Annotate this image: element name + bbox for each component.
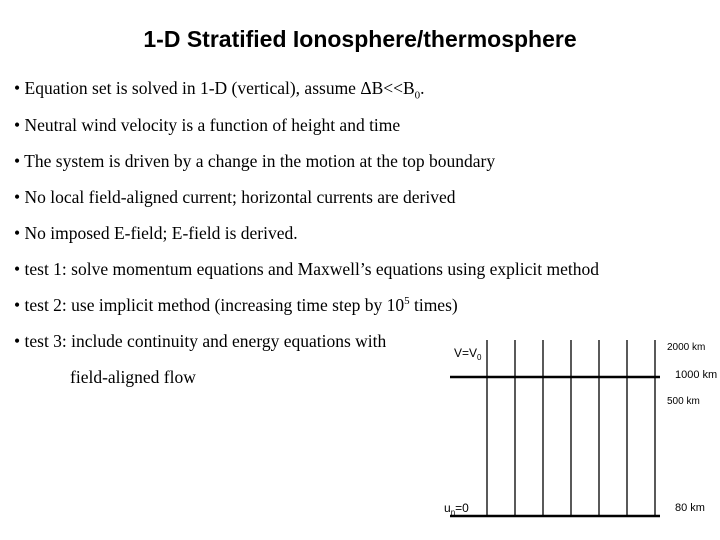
bullet-neutral-wind: • Neutral wind velocity is a function of height and time (14, 115, 401, 135)
bullet-test-3-continuation: field-aligned flow (70, 367, 196, 387)
altitude-label-80: 80 km (675, 502, 705, 514)
bullet-system-driven: • The system is driven by a change in the motion at the top boundary (14, 151, 496, 171)
bullet-test-2: • test 2: use implicit method (increasing time step by $10^5$ times) (14, 295, 458, 315)
bullet-field-aligned-current: • No local field-aligned current; horizontal currents are derived (14, 187, 456, 207)
bullet-test-3: • test 3: include continuity and energy equations with (14, 331, 387, 351)
top-boundary-condition: $V=V_0$ (454, 346, 482, 362)
bullet-test-1: • test 1: solve momentum equations and Maxwell’s equations using explicit method (14, 259, 600, 279)
altitude-label-1000: 1000 km (675, 369, 718, 381)
bullet-e-field: • No imposed E-field; E-field is derived. (14, 223, 298, 243)
altitude-label-2000: 2000 km (667, 342, 706, 353)
altitude-label-500: 500 km (667, 396, 700, 407)
bullet-1-d-equation: • Equation set is solved in 1-D (vertical), assume $\Delta B<<B_0$. (14, 78, 425, 102)
page-title: 1-D Stratified Ionosphere/thermosphere (143, 26, 577, 52)
bottom-boundary-condition: $u_n=0$ (444, 501, 469, 517)
